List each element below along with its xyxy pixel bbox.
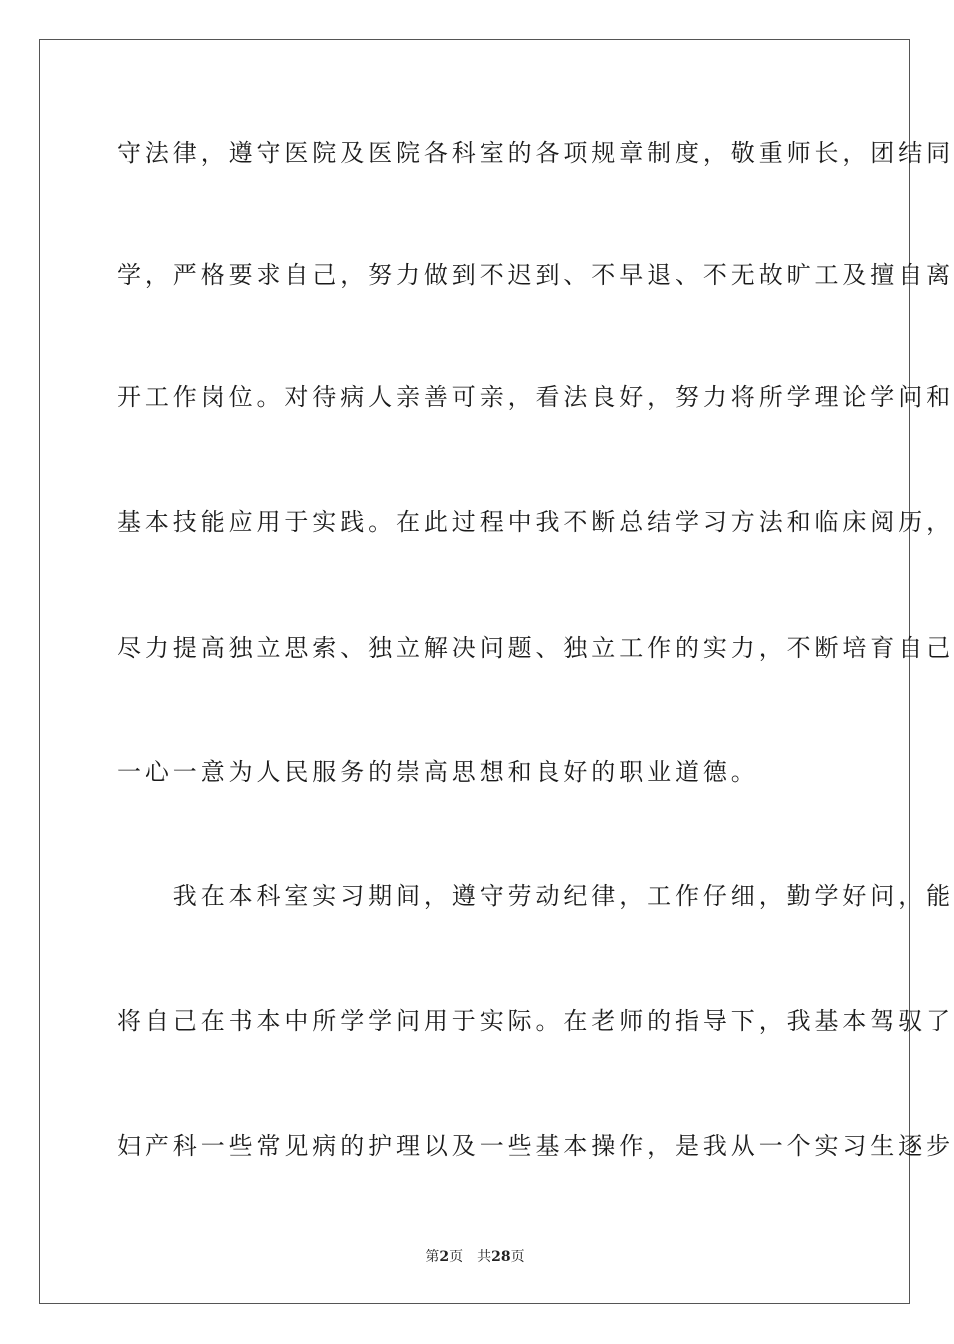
body-text-line-9: 妇产科一些常见病的护理以及一些基本操作，是我从一个实习生逐步 xyxy=(117,1132,954,1160)
current-page-number: 2 xyxy=(439,1249,450,1265)
body-text-line-6: 一心一意为人民服务的崇高思想和良好的职业道德。 xyxy=(117,758,759,786)
page-label-suffix: 页 xyxy=(449,1249,464,1265)
body-text-line-1: 守法律，遵守医院及医院各科室的各项规章制度，敬重师长，团结同 xyxy=(117,139,954,167)
total-label-suffix: 页 xyxy=(510,1249,525,1265)
body-text-line-5: 尽力提高独立思索、独立解决问题、独立工作的实力，不断培育自己 xyxy=(117,634,954,662)
page-footer xyxy=(0,1248,950,1266)
page-border xyxy=(39,39,954,1304)
page-label-prefix: 第 xyxy=(425,1249,440,1265)
body-text-line-2: 学，严格要求自己，努力做到不迟到、不早退、不无故旷工及擅自离 xyxy=(117,261,954,289)
body-text-line-3: 开工作岗位。对待病人亲善可亲，看法良好，努力将所学理论学问和 xyxy=(117,383,954,411)
total-label-prefix: 共 xyxy=(477,1249,492,1265)
body-text-line-8: 将自己在书本中所学学问用于实际。在老师的指导下，我基本驾驭了 xyxy=(117,1007,954,1035)
body-text-line-4: 基本技能应用于实践。在此过程中我不断总结学习方法和临床阅历， xyxy=(117,508,954,536)
paragraph-start-line: 我在本科室实习期间，遵守劳动纪律，工作仔细，勤学好问，能 xyxy=(117,882,954,910)
total-pages-number: 28 xyxy=(491,1249,511,1265)
